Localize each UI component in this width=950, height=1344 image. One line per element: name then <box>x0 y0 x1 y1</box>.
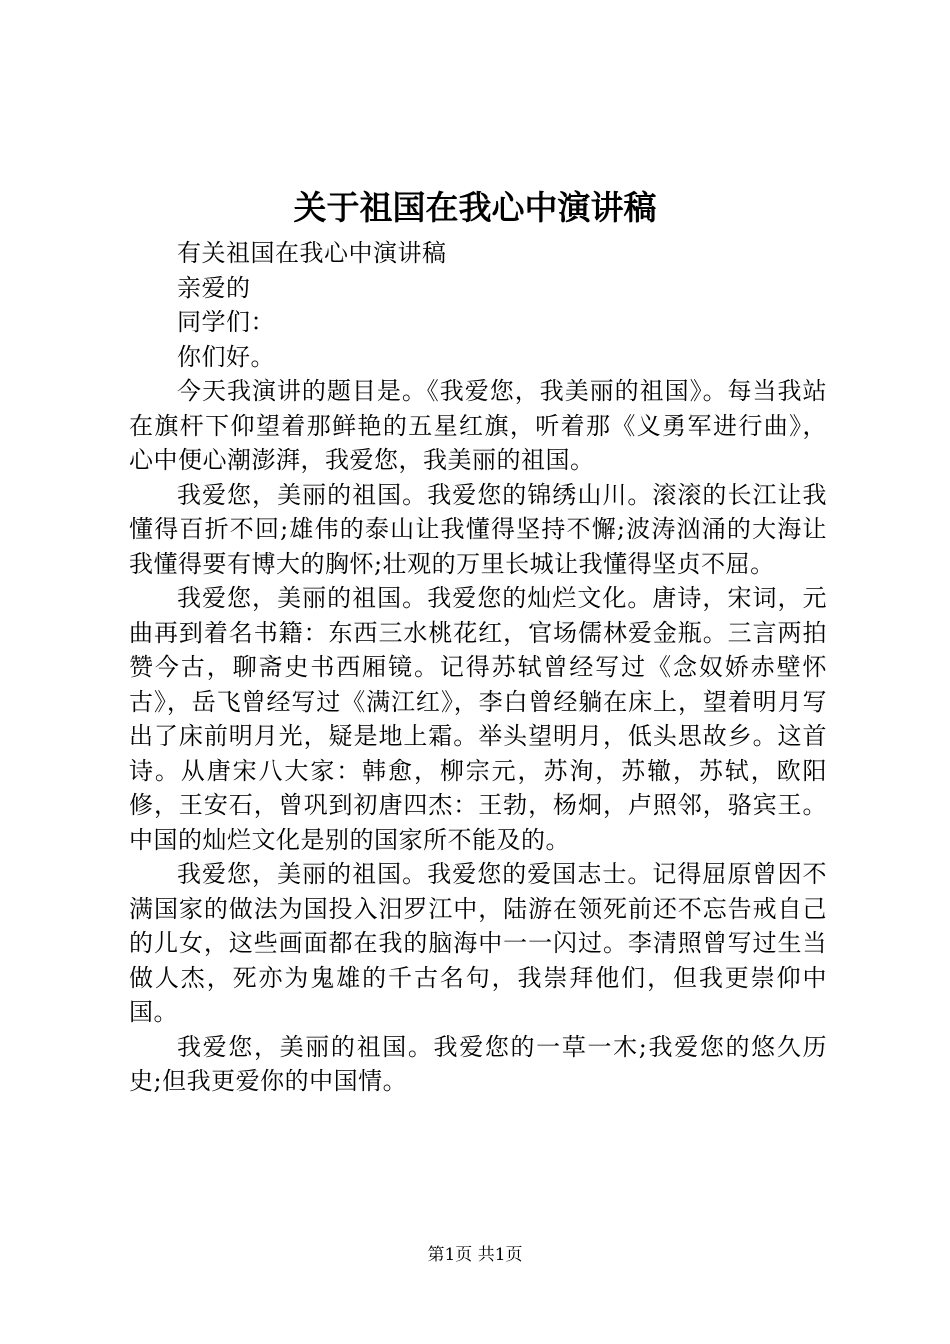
paragraph: 今天我演讲的题目是。《我爱您，我美丽的祖国》。每当我站在旗杆下仰望着那鲜艳的五星红旗，听着那《义勇军进行曲》，心中便心潮澎湃，我爱您，我美丽的祖国。 <box>129 377 827 474</box>
page-footer: 第1页 共1页 <box>427 1245 523 1265</box>
paragraph: 我爱您，美丽的祖国。我爱您的锦绣山川。滚滚的长江让我懂得百折不回;雄伟的泰山让我懂得坚持不懈;波涛汹涌的大海让我懂得要有博大的胸怀;壮观的万里长城让我懂得坚贞不屈。 <box>129 480 827 578</box>
document-body <box>129 236 827 1099</box>
paragraph: 我爱您，美丽的祖国。我爱您的灿烂文化。唐诗，宋词，元曲再到着名书籍：东西三水桃花红，官场儒林爱金瓶。三言两拍赞今古，聊斋史书西厢镜。记得苏轼曾经写过《念奴娇赤壁怀古》，岳飞曾经写过《满江红》，李白曾经躺在床上，望着明月写出了床前明月光，疑是地上霜。举头望明月，低头思故乡。这首诗。从唐宋八大家：韩愈，柳宗元，苏洵，苏辙，苏轼，欧阳修，王安石，曾巩到初唐四杰：王勃，杨炯，卢照邻，骆宾王。中国的灿烂文化是别的国家所不能及的。 <box>129 584 827 854</box>
paragraph: 我爱您，美丽的祖国。我爱您的一草一木;我爱您的悠久历史;但我更爱你的中国情。 <box>129 1032 827 1095</box>
paragraph: 同学们： <box>177 308 275 336</box>
paragraph: 你们好。 <box>177 342 275 371</box>
paragraph: 我爱您，美丽的祖国。我爱您的爱国志士。记得屈原曾因不满国家的做法为国投入汨罗江中，陆游在领死前还不忘告戒自己的儿女，这些画面都在我的脑海中一一闪过。李清照曾写过生当做人杰，死亦为鬼雄的千古名句，我崇拜他们，但我更崇仰中国。 <box>129 860 827 1026</box>
paragraph: 亲爱的 <box>177 273 251 302</box>
paragraph: 有关祖国在我心中演讲稿 <box>177 239 447 267</box>
document-title: 关于祖国在我心中演讲稿 <box>293 188 657 227</box>
